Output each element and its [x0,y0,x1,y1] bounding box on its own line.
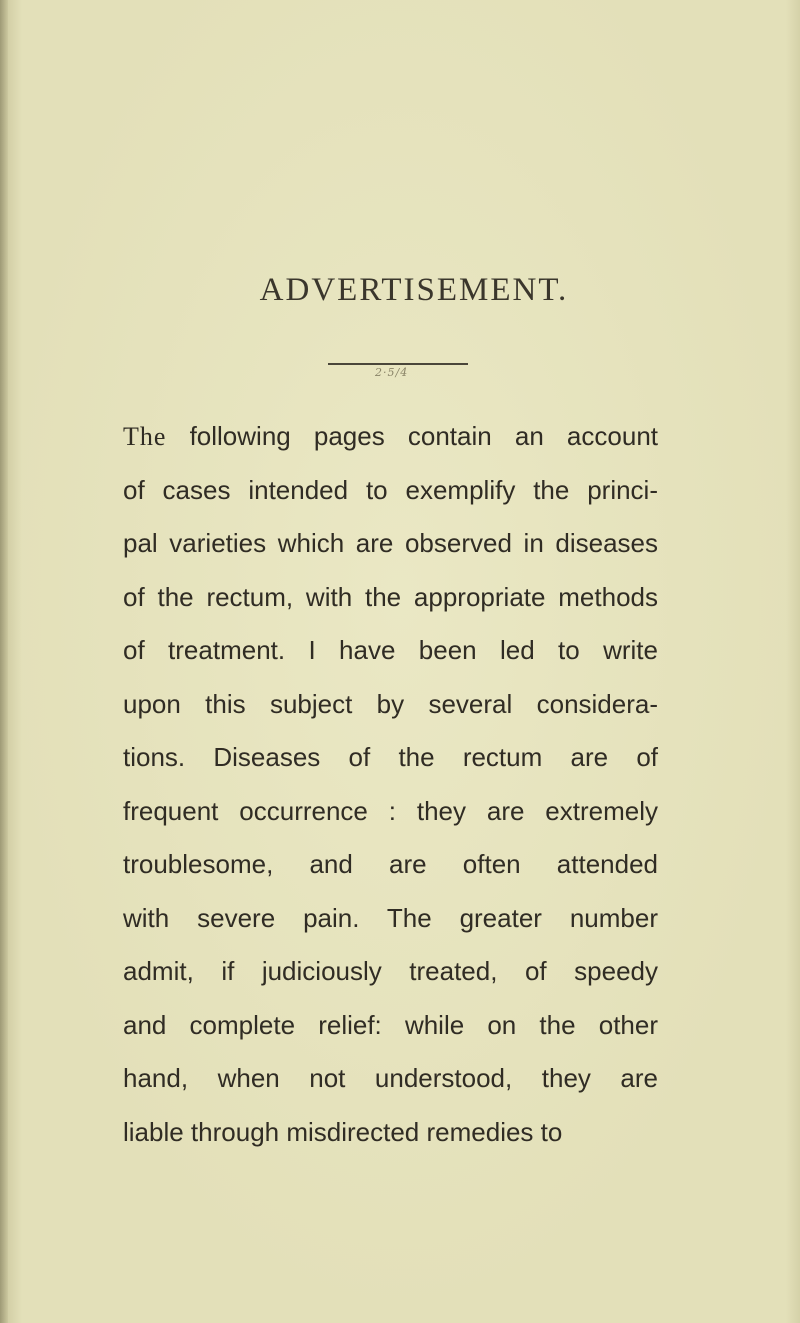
paragraph-line: liable through misdirected remedies to [123,1116,563,1147]
paragraph-line: troublesome, and are often attended [123,849,658,879]
paragraph-line: with severe pain. The greater number [123,902,658,933]
paragraph-line: and complete relief: while on the other [123,1009,658,1040]
page-heading: ADVERTISEMENT. [259,272,569,308]
paragraph-line: frequent occurrence : they are extremely [123,795,658,826]
paragraph-line: hand, when not understood, they are [123,1063,658,1093]
paragraph-line: of treatment. I have been led to write [123,635,658,665]
small-caps-lead: The [123,422,167,451]
advertisement-paragraph [123,410,658,1159]
paragraph-line: of cases intended to exemplify the princi- [123,474,658,505]
paragraph-line [123,410,658,464]
page-binding-edge [0,0,8,1323]
paragraph-line: admit, if judiciously treated, of speedy [123,956,658,986]
pencil-annotation: 2·5/4 [375,366,409,379]
paragraph-line: of the rectum, with the appropriate methods [123,581,658,612]
paragraph-line: tions. Diseases of the rectum are of [123,742,658,772]
paragraph-line-text: following pages contain an account [166,421,658,451]
paragraph-line: pal varieties which are observed in diseases [123,528,658,558]
heading-rule [328,363,468,365]
paragraph-line: upon this subject by several considera- [123,688,658,719]
